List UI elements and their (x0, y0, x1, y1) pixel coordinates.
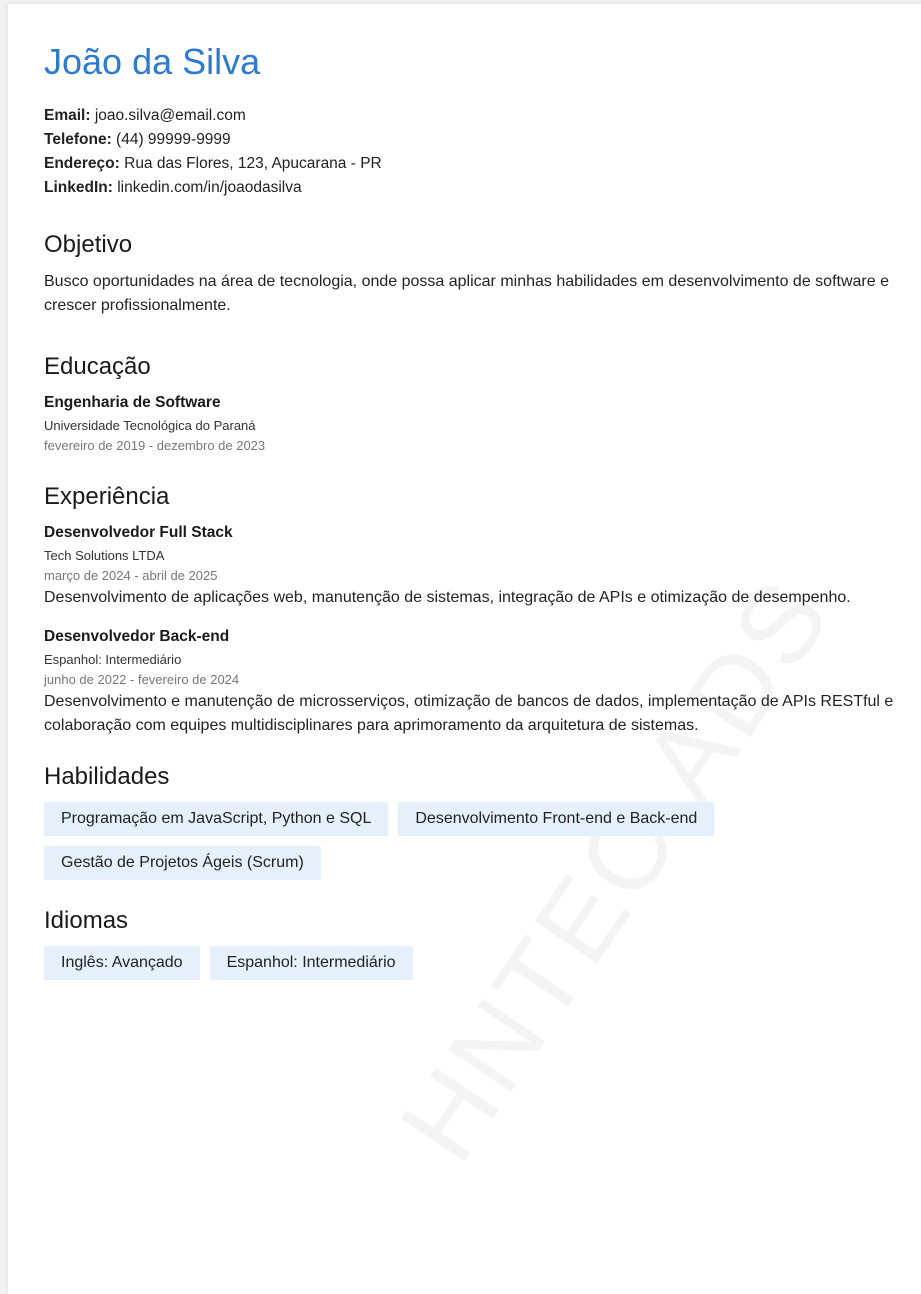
contact-value: linkedin.com/in/joaodasilva (112, 179, 302, 196)
section-title-objective: Objetivo (44, 231, 133, 258)
skill-tag: Gestão de Projetos Ágeis (Scrum) (44, 846, 321, 880)
language-tag: Inglês: Avançado (44, 946, 200, 980)
contact-phone (44, 128, 894, 152)
section-title-education: Educação (44, 353, 151, 380)
education-period: fevereiro de 2019 - dezembro de 2023 (44, 438, 266, 453)
resume-page (8, 4, 921, 1294)
contact-email (44, 104, 894, 128)
contact-value: (44) 99999-9999 (111, 131, 231, 148)
education-entry (44, 392, 894, 456)
education-degree: Engenharia de Software (44, 394, 221, 411)
experience-role: Desenvolvedor Back-end (44, 628, 230, 645)
section-title-languages: Idiomas (44, 907, 129, 934)
contact-address (44, 152, 894, 176)
contact-block (44, 104, 894, 200)
contact-label: LinkedIn: (44, 179, 113, 196)
skill-tag: Desenvolvimento Front-end e Back-end (398, 802, 714, 836)
contact-value: joao.silva@email.com (90, 107, 246, 124)
contact-label: Telefone: (44, 131, 112, 148)
education-institution: Universidade Tecnológica do Paraná (44, 418, 256, 433)
contact-linkedin (44, 176, 894, 200)
section-title-experience: Experiência (44, 483, 170, 510)
language-tag: Espanhol: Intermediário (210, 946, 413, 980)
experience-role: Desenvolvedor Full Stack (44, 524, 233, 541)
contact-label: Email: (44, 107, 91, 124)
experience-period: junho de 2022 - fevereiro de 2024 (44, 672, 240, 687)
experience-description: Desenvolvimento e manutenção de microsserviços, otimização de bancos de dados, implementação de APIs RESTful e colaboração com equipes multidisciplinares para aprimoramento da arquitetura de sistemas. (44, 693, 894, 734)
languages-list (44, 946, 904, 980)
resume-content (44, 40, 894, 980)
experience-description: Desenvolvimento de aplicações web, manutenção de sistemas, integração de APIs e otimização de desempenho. (44, 589, 851, 606)
contact-value: Rua das Flores, 123, Apucarana - PR (119, 155, 382, 172)
candidate-name: João da Silva (44, 41, 261, 82)
experience-company: Tech Solutions LTDA (44, 548, 165, 563)
skills-list (44, 802, 904, 880)
experience-company: Espanhol: Intermediário (44, 652, 182, 667)
experience-entry (44, 626, 894, 738)
experience-entry (44, 522, 894, 610)
skill-tag: Programação em JavaScript, Python e SQL (44, 802, 388, 836)
section-title-skills: Habilidades (44, 763, 170, 790)
contact-label: Endereço: (44, 155, 120, 172)
objective-text: Busco oportunidades na área de tecnologia, onde possa aplicar minhas habilidades em desenvolvimento de software e crescer profissionalmente. (44, 273, 889, 314)
experience-period: março de 2024 - abril de 2025 (44, 568, 218, 583)
